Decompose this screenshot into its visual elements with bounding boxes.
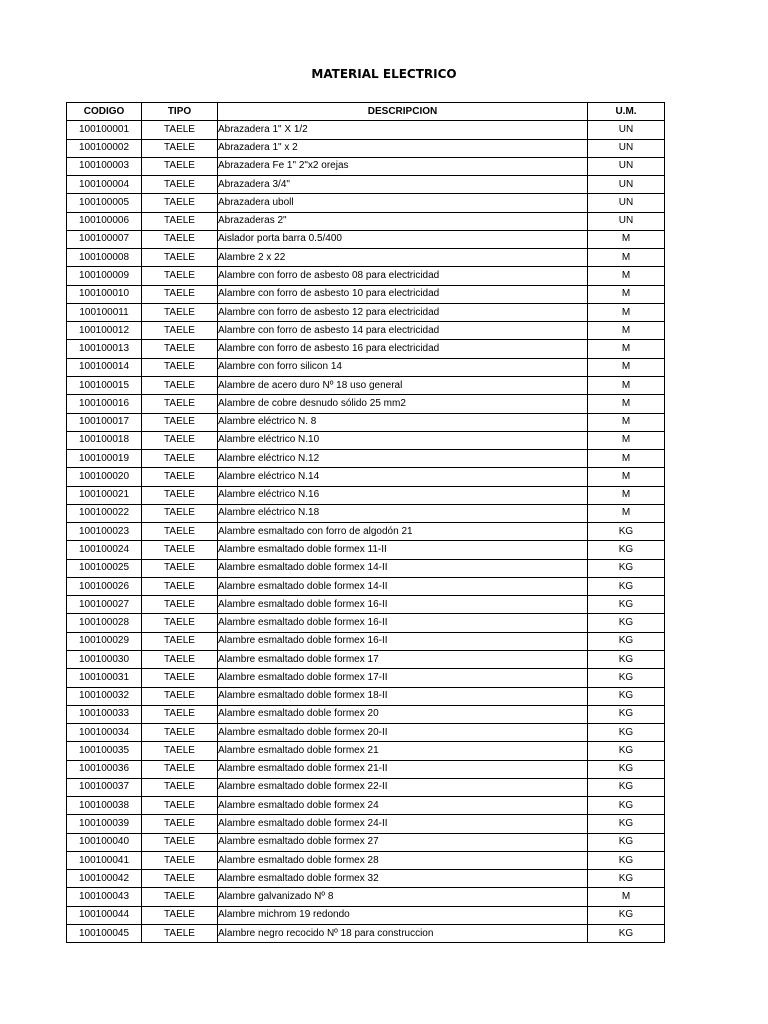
cell-tipo: TAELE bbox=[142, 267, 218, 285]
cell-descripcion: Alambre con forro de asbesto 08 para electricidad bbox=[218, 267, 588, 285]
cell-um: KG bbox=[588, 906, 665, 924]
cell-descripcion: Abrazadera Fe 1" 2"x2 orejas bbox=[218, 157, 588, 175]
cell-codigo: 100100035 bbox=[67, 742, 142, 760]
table-row bbox=[67, 888, 665, 906]
cell-descripcion: Abrazadera 1" x 2 bbox=[218, 139, 588, 157]
cell-um: KG bbox=[588, 797, 665, 815]
cell-descripcion: Alambre esmaltado doble formex 18-II bbox=[218, 687, 588, 705]
table-row bbox=[67, 669, 665, 687]
cell-um: KG bbox=[588, 523, 665, 541]
cell-um: KG bbox=[588, 778, 665, 796]
cell-tipo: TAELE bbox=[142, 139, 218, 157]
cell-codigo: 100100031 bbox=[67, 669, 142, 687]
table-row bbox=[67, 541, 665, 559]
table-row bbox=[67, 851, 665, 869]
cell-um: UN bbox=[588, 212, 665, 230]
table-row bbox=[67, 322, 665, 340]
cell-um: KG bbox=[588, 650, 665, 668]
cell-codigo: 100100029 bbox=[67, 632, 142, 650]
table-row bbox=[67, 906, 665, 924]
cell-tipo: TAELE bbox=[142, 924, 218, 942]
cell-tipo: TAELE bbox=[142, 340, 218, 358]
cell-um: KG bbox=[588, 724, 665, 742]
cell-tipo: TAELE bbox=[142, 450, 218, 468]
cell-codigo: 100100016 bbox=[67, 395, 142, 413]
cell-codigo: 100100037 bbox=[67, 778, 142, 796]
table-row bbox=[67, 797, 665, 815]
cell-tipo: TAELE bbox=[142, 230, 218, 248]
cell-um: M bbox=[588, 322, 665, 340]
cell-descripcion: Alambre esmaltado doble formex 20 bbox=[218, 705, 588, 723]
cell-codigo: 100100030 bbox=[67, 650, 142, 668]
cell-tipo: TAELE bbox=[142, 742, 218, 760]
cell-codigo: 100100043 bbox=[67, 888, 142, 906]
cell-um: KG bbox=[588, 596, 665, 614]
cell-codigo: 100100010 bbox=[67, 285, 142, 303]
cell-descripcion: Alambre esmaltado doble formex 24 bbox=[218, 797, 588, 815]
cell-tipo: TAELE bbox=[142, 376, 218, 394]
cell-um: UN bbox=[588, 139, 665, 157]
cell-descripcion: Alambre esmaltado doble formex 16-II bbox=[218, 614, 588, 632]
cell-um: KG bbox=[588, 632, 665, 650]
cell-descripcion: Abrazaderas 2" bbox=[218, 212, 588, 230]
cell-tipo: TAELE bbox=[142, 705, 218, 723]
table-row bbox=[67, 230, 665, 248]
cell-descripcion: Alambre con forro silicon 14 bbox=[218, 358, 588, 376]
cell-tipo: TAELE bbox=[142, 121, 218, 139]
cell-tipo: TAELE bbox=[142, 249, 218, 267]
cell-tipo: TAELE bbox=[142, 888, 218, 906]
cell-descripcion: Alambre esmaltado doble formex 20-II bbox=[218, 724, 588, 742]
cell-um: M bbox=[588, 230, 665, 248]
table-row bbox=[67, 559, 665, 577]
table-row bbox=[67, 303, 665, 321]
cell-descripcion: Alambre de acero duro Nº 18 uso general bbox=[218, 376, 588, 394]
cell-descripcion: Alambre esmaltado doble formex 16-II bbox=[218, 596, 588, 614]
cell-descripcion: Alambre 2 x 22 bbox=[218, 249, 588, 267]
cell-descripcion: Alambre esmaltado con forro de algodón 21 bbox=[218, 523, 588, 541]
cell-codigo: 100100020 bbox=[67, 468, 142, 486]
cell-descripcion: Alambre esmaltado doble formex 28 bbox=[218, 851, 588, 869]
cell-codigo: 100100004 bbox=[67, 176, 142, 194]
cell-tipo: TAELE bbox=[142, 669, 218, 687]
table-row bbox=[67, 632, 665, 650]
table-row bbox=[67, 650, 665, 668]
cell-codigo: 100100013 bbox=[67, 340, 142, 358]
cell-descripcion: Alambre eléctrico N.18 bbox=[218, 504, 588, 522]
cell-um: UN bbox=[588, 194, 665, 212]
cell-um: M bbox=[588, 413, 665, 431]
cell-um: M bbox=[588, 285, 665, 303]
cell-um: M bbox=[588, 395, 665, 413]
cell-tipo: TAELE bbox=[142, 176, 218, 194]
cell-um: KG bbox=[588, 705, 665, 723]
cell-descripcion: Alambre esmaltado doble formex 22-II bbox=[218, 778, 588, 796]
table-row bbox=[67, 614, 665, 632]
cell-descripcion: Alambre de cobre desnudo sólido 25 mm2 bbox=[218, 395, 588, 413]
cell-um: KG bbox=[588, 833, 665, 851]
cell-descripcion: Alambre michrom 19 redondo bbox=[218, 906, 588, 924]
cell-tipo: TAELE bbox=[142, 851, 218, 869]
table-row bbox=[67, 395, 665, 413]
cell-tipo: TAELE bbox=[142, 194, 218, 212]
table-row bbox=[67, 285, 665, 303]
cell-um: KG bbox=[588, 577, 665, 595]
cell-codigo: 100100044 bbox=[67, 906, 142, 924]
table-row bbox=[67, 486, 665, 504]
cell-um: M bbox=[588, 468, 665, 486]
cell-codigo: 100100025 bbox=[67, 559, 142, 577]
cell-um: UN bbox=[588, 121, 665, 139]
cell-tipo: TAELE bbox=[142, 596, 218, 614]
table-row bbox=[67, 687, 665, 705]
material-table bbox=[66, 102, 665, 943]
cell-codigo: 100100036 bbox=[67, 760, 142, 778]
cell-um: KG bbox=[588, 870, 665, 888]
cell-tipo: TAELE bbox=[142, 906, 218, 924]
cell-descripcion: Alambre eléctrico N.10 bbox=[218, 431, 588, 449]
cell-tipo: TAELE bbox=[142, 468, 218, 486]
cell-tipo: TAELE bbox=[142, 614, 218, 632]
cell-codigo: 100100011 bbox=[67, 303, 142, 321]
table-row bbox=[67, 468, 665, 486]
table-row bbox=[67, 833, 665, 851]
cell-codigo: 100100015 bbox=[67, 376, 142, 394]
cell-um: M bbox=[588, 888, 665, 906]
cell-tipo: TAELE bbox=[142, 523, 218, 541]
cell-codigo: 100100042 bbox=[67, 870, 142, 888]
cell-descripcion: Alambre esmaltado doble formex 14-II bbox=[218, 577, 588, 595]
cell-um: KG bbox=[588, 541, 665, 559]
cell-codigo: 100100027 bbox=[67, 596, 142, 614]
cell-tipo: TAELE bbox=[142, 632, 218, 650]
cell-tipo: TAELE bbox=[142, 778, 218, 796]
table-row bbox=[67, 212, 665, 230]
cell-um: KG bbox=[588, 760, 665, 778]
header-tipo: TIPO bbox=[142, 103, 218, 121]
cell-um: KG bbox=[588, 687, 665, 705]
cell-descripcion: Abrazadera 3/4" bbox=[218, 176, 588, 194]
cell-codigo: 100100021 bbox=[67, 486, 142, 504]
cell-tipo: TAELE bbox=[142, 212, 218, 230]
table-row bbox=[67, 176, 665, 194]
cell-tipo: TAELE bbox=[142, 322, 218, 340]
cell-um: KG bbox=[588, 669, 665, 687]
cell-um: UN bbox=[588, 157, 665, 175]
cell-codigo: 100100022 bbox=[67, 504, 142, 522]
table-row bbox=[67, 157, 665, 175]
cell-um: KG bbox=[588, 815, 665, 833]
cell-codigo: 100100007 bbox=[67, 230, 142, 248]
cell-tipo: TAELE bbox=[142, 577, 218, 595]
cell-descripcion: Abrazadera 1" X 1/2 bbox=[218, 121, 588, 139]
cell-tipo: TAELE bbox=[142, 833, 218, 851]
cell-descripcion: Alambre con forro de asbesto 16 para electricidad bbox=[218, 340, 588, 358]
cell-codigo: 100100012 bbox=[67, 322, 142, 340]
cell-tipo: TAELE bbox=[142, 431, 218, 449]
table-row bbox=[67, 815, 665, 833]
cell-tipo: TAELE bbox=[142, 815, 218, 833]
table-row bbox=[67, 705, 665, 723]
cell-um: UN bbox=[588, 176, 665, 194]
table-row bbox=[67, 139, 665, 157]
cell-descripcion: Alambre eléctrico N.12 bbox=[218, 450, 588, 468]
cell-um: M bbox=[588, 431, 665, 449]
cell-codigo: 100100039 bbox=[67, 815, 142, 833]
table-row bbox=[67, 413, 665, 431]
cell-tipo: TAELE bbox=[142, 413, 218, 431]
cell-um: M bbox=[588, 450, 665, 468]
cell-codigo: 100100014 bbox=[67, 358, 142, 376]
cell-tipo: TAELE bbox=[142, 870, 218, 888]
cell-descripcion: Alambre esmaltado doble formex 16-II bbox=[218, 632, 588, 650]
cell-codigo: 100100009 bbox=[67, 267, 142, 285]
cell-descripcion: Alambre esmaltado doble formex 21-II bbox=[218, 760, 588, 778]
cell-codigo: 100100002 bbox=[67, 139, 142, 157]
cell-um: KG bbox=[588, 851, 665, 869]
cell-descripcion: Alambre esmaltado doble formex 11-II bbox=[218, 541, 588, 559]
cell-descripcion: Alambre esmaltado doble formex 21 bbox=[218, 742, 588, 760]
cell-codigo: 100100005 bbox=[67, 194, 142, 212]
cell-tipo: TAELE bbox=[142, 650, 218, 668]
table-row bbox=[67, 340, 665, 358]
table-row bbox=[67, 121, 665, 139]
cell-um: M bbox=[588, 504, 665, 522]
cell-tipo: TAELE bbox=[142, 504, 218, 522]
cell-codigo: 100100018 bbox=[67, 431, 142, 449]
cell-um: KG bbox=[588, 614, 665, 632]
table-row bbox=[67, 760, 665, 778]
cell-tipo: TAELE bbox=[142, 541, 218, 559]
table-row bbox=[67, 778, 665, 796]
cell-codigo: 100100017 bbox=[67, 413, 142, 431]
cell-descripcion: Alambre negro recocido Nº 18 para construccion bbox=[218, 924, 588, 942]
table-row bbox=[67, 504, 665, 522]
table-row bbox=[67, 194, 665, 212]
cell-um: M bbox=[588, 376, 665, 394]
table-row bbox=[67, 577, 665, 595]
page-title: MATERIAL ELECTRICO bbox=[311, 67, 457, 81]
table-row bbox=[67, 924, 665, 942]
cell-um: M bbox=[588, 358, 665, 376]
cell-tipo: TAELE bbox=[142, 486, 218, 504]
table-row bbox=[67, 376, 665, 394]
table-row bbox=[67, 596, 665, 614]
header-um: U.M. bbox=[588, 103, 665, 121]
table-row bbox=[67, 742, 665, 760]
table-row bbox=[67, 450, 665, 468]
cell-codigo: 100100023 bbox=[67, 523, 142, 541]
cell-descripcion: Alambre galvanizado Nº 8 bbox=[218, 888, 588, 906]
cell-um: KG bbox=[588, 742, 665, 760]
cell-um: M bbox=[588, 486, 665, 504]
cell-descripcion: Aislador porta barra 0.5/400 bbox=[218, 230, 588, 248]
table-row bbox=[67, 358, 665, 376]
cell-codigo: 100100028 bbox=[67, 614, 142, 632]
cell-um: KG bbox=[588, 559, 665, 577]
cell-tipo: TAELE bbox=[142, 358, 218, 376]
cell-um: M bbox=[588, 303, 665, 321]
cell-descripcion: Alambre con forro de asbesto 14 para electricidad bbox=[218, 322, 588, 340]
cell-tipo: TAELE bbox=[142, 395, 218, 413]
cell-codigo: 100100024 bbox=[67, 541, 142, 559]
cell-tipo: TAELE bbox=[142, 303, 218, 321]
cell-um: M bbox=[588, 267, 665, 285]
cell-codigo: 100100006 bbox=[67, 212, 142, 230]
cell-descripcion: Abrazadera uboll bbox=[218, 194, 588, 212]
cell-descripcion: Alambre esmaltado doble formex 14-II bbox=[218, 559, 588, 577]
cell-descripcion: Alambre esmaltado doble formex 17 bbox=[218, 650, 588, 668]
cell-tipo: TAELE bbox=[142, 724, 218, 742]
cell-tipo: TAELE bbox=[142, 285, 218, 303]
cell-um: M bbox=[588, 340, 665, 358]
cell-codigo: 100100045 bbox=[67, 924, 142, 942]
cell-descripcion: Alambre esmaltado doble formex 17-II bbox=[218, 669, 588, 687]
table-row bbox=[67, 431, 665, 449]
cell-descripcion: Alambre con forro de asbesto 10 para electricidad bbox=[218, 285, 588, 303]
cell-codigo: 100100032 bbox=[67, 687, 142, 705]
cell-tipo: TAELE bbox=[142, 760, 218, 778]
cell-codigo: 100100001 bbox=[67, 121, 142, 139]
header-descripcion: DESCRIPCION bbox=[218, 103, 588, 121]
cell-codigo: 100100026 bbox=[67, 577, 142, 595]
cell-tipo: TAELE bbox=[142, 797, 218, 815]
cell-codigo: 100100019 bbox=[67, 450, 142, 468]
cell-tipo: TAELE bbox=[142, 687, 218, 705]
cell-descripcion: Alambre eléctrico N.16 bbox=[218, 486, 588, 504]
cell-codigo: 100100033 bbox=[67, 705, 142, 723]
cell-descripcion: Alambre eléctrico N.14 bbox=[218, 468, 588, 486]
table-row bbox=[67, 724, 665, 742]
cell-descripcion: Alambre eléctrico N. 8 bbox=[218, 413, 588, 431]
cell-tipo: TAELE bbox=[142, 157, 218, 175]
cell-tipo: TAELE bbox=[142, 559, 218, 577]
header-codigo: CODIGO bbox=[67, 103, 142, 121]
header-row bbox=[67, 103, 665, 121]
table-row bbox=[67, 267, 665, 285]
cell-descripcion: Alambre esmaltado doble formex 27 bbox=[218, 833, 588, 851]
cell-descripcion: Alambre con forro de asbesto 12 para electricidad bbox=[218, 303, 588, 321]
cell-codigo: 100100008 bbox=[67, 249, 142, 267]
cell-codigo: 100100041 bbox=[67, 851, 142, 869]
table-row bbox=[67, 249, 665, 267]
cell-descripcion: Alambre esmaltado doble formex 32 bbox=[218, 870, 588, 888]
cell-um: KG bbox=[588, 924, 665, 942]
table-row bbox=[67, 523, 665, 541]
cell-um: M bbox=[588, 249, 665, 267]
cell-codigo: 100100034 bbox=[67, 724, 142, 742]
cell-codigo: 100100040 bbox=[67, 833, 142, 851]
cell-descripcion: Alambre esmaltado doble formex 24-II bbox=[218, 815, 588, 833]
cell-codigo: 100100038 bbox=[67, 797, 142, 815]
table-row bbox=[67, 870, 665, 888]
cell-codigo: 100100003 bbox=[67, 157, 142, 175]
